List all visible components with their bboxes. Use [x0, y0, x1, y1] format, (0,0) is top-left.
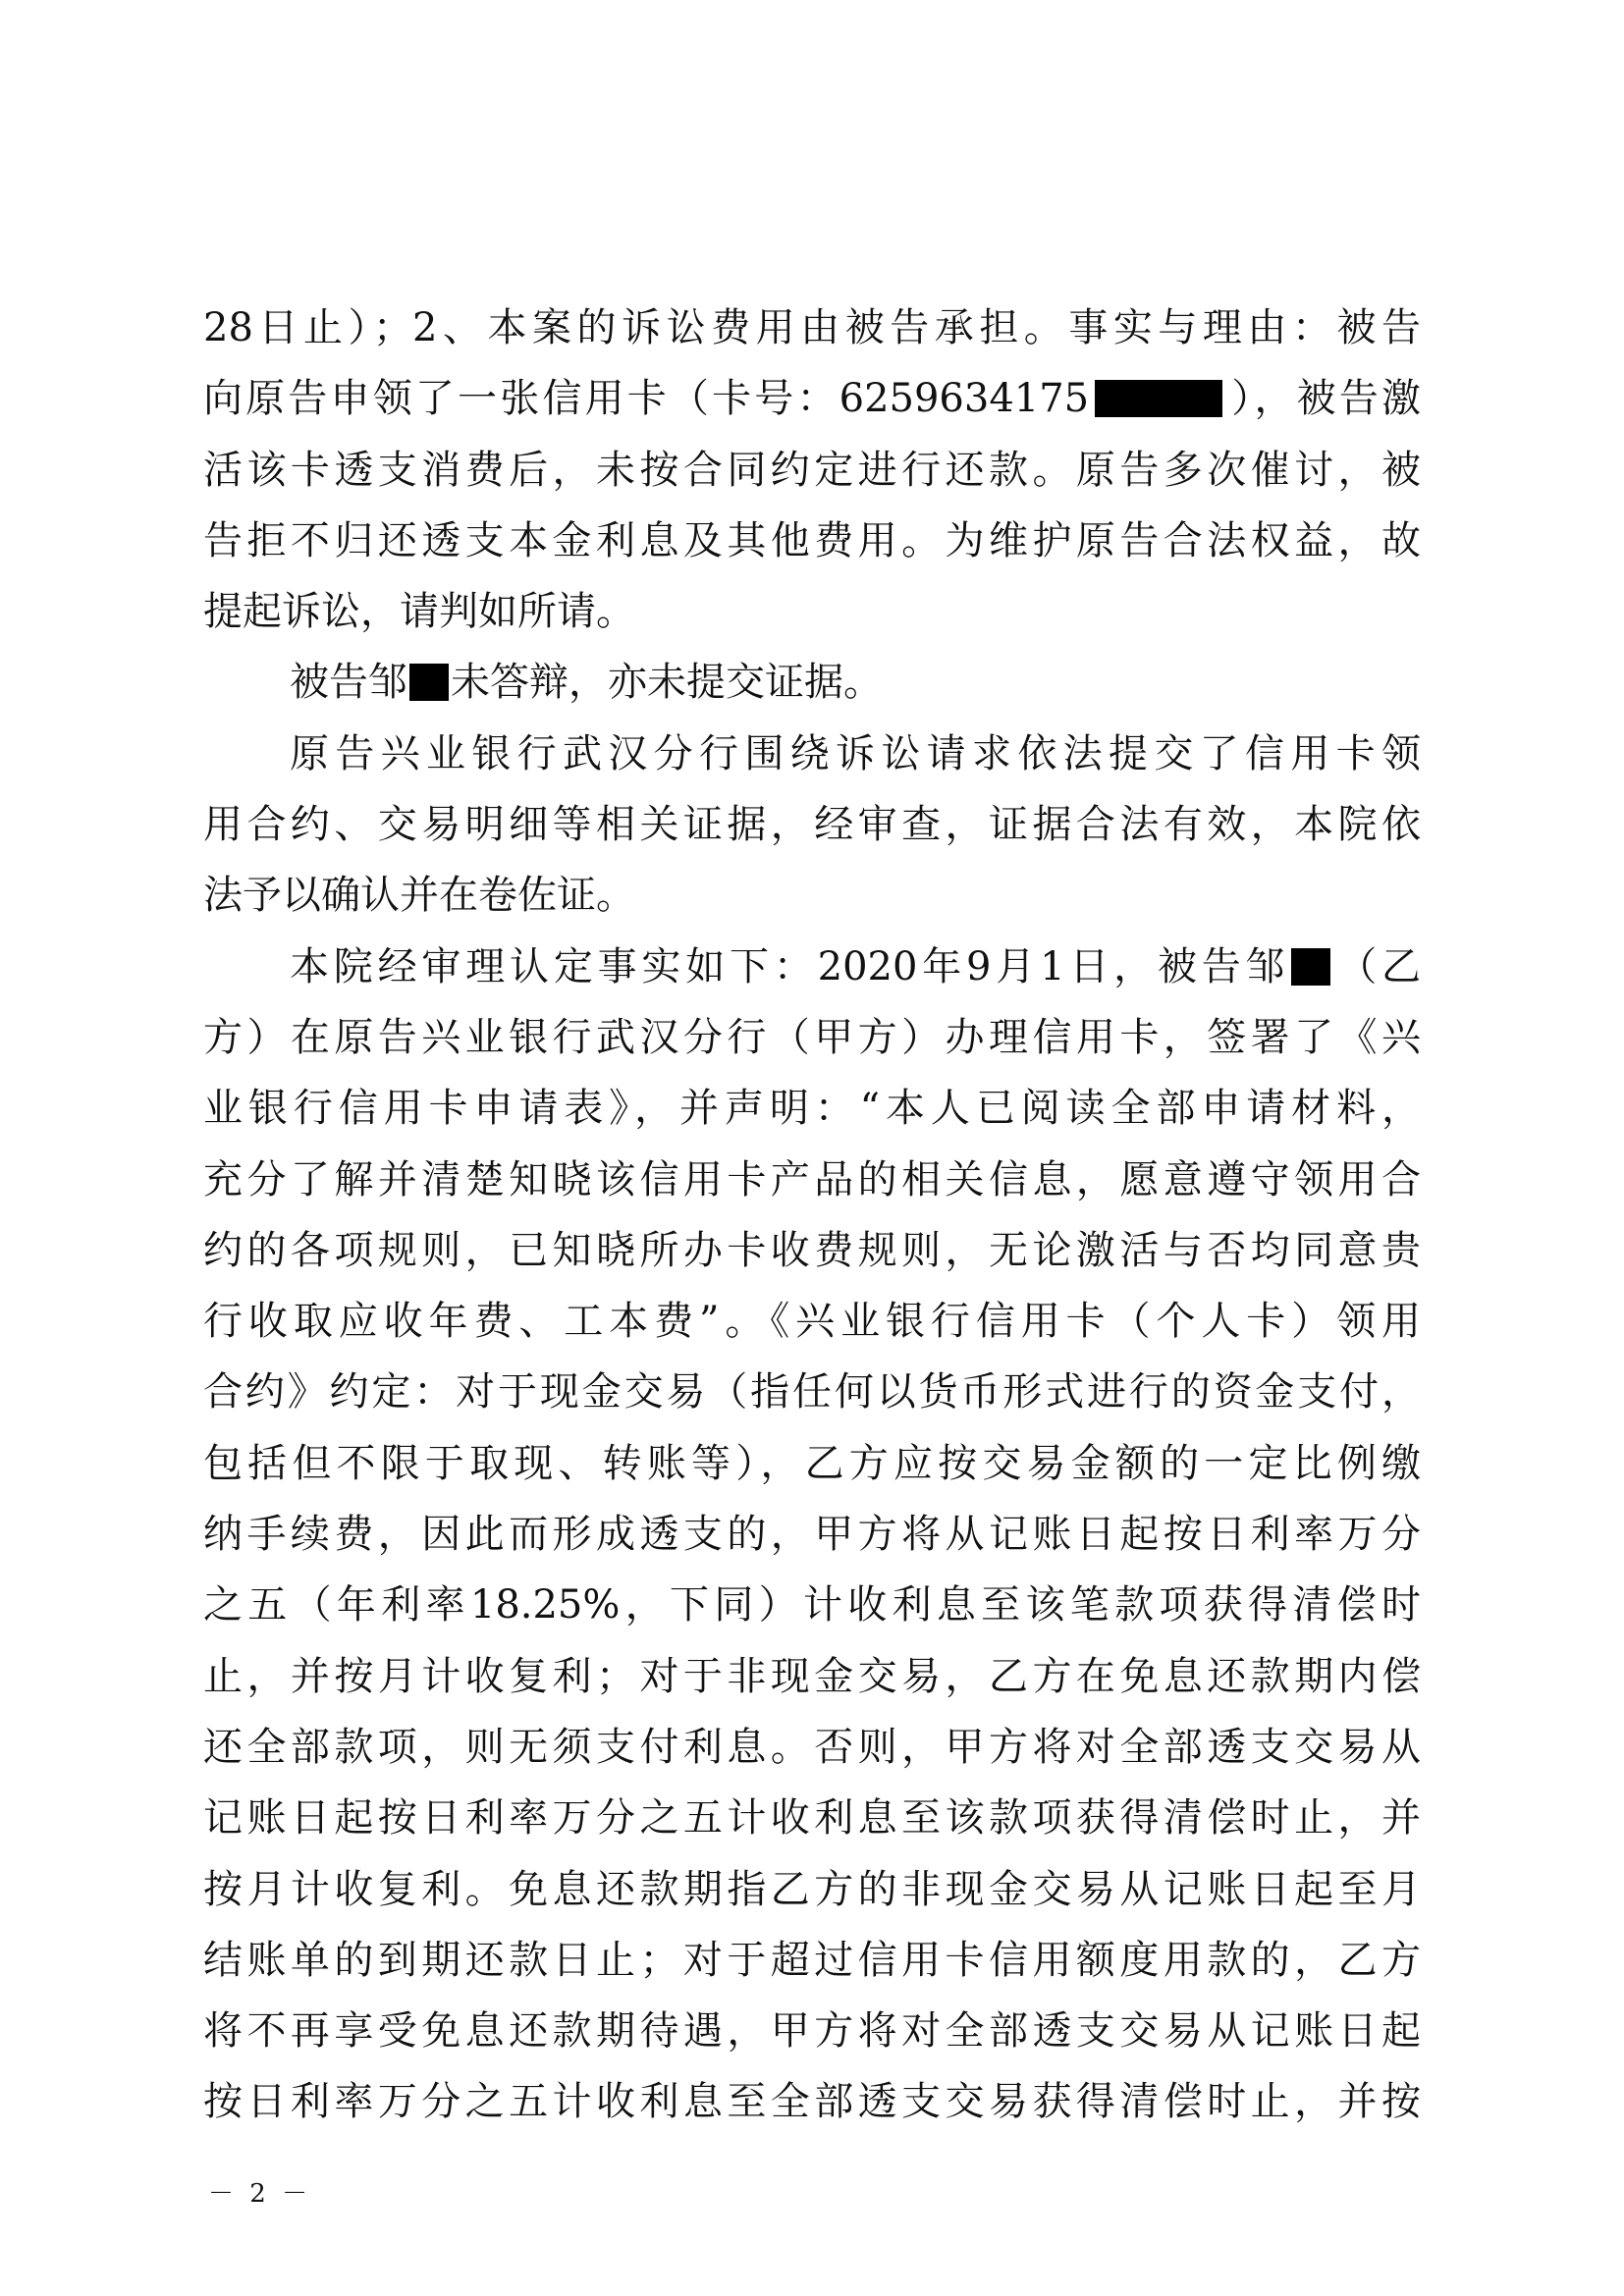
redaction-box — [1291, 948, 1330, 986]
text-line-defendant: 被告邹 未答辩，亦未提交证据。 — [290, 660, 883, 706]
text-line: 充分了解并清楚知晓该信用卡产品的相关信息，愿意遵守领用合 — [203, 1156, 1421, 1202]
text-line: 还全部款项，则无须支付利息。否则，甲方将对全部透支交易从 — [203, 1724, 1421, 1770]
text-line: 行收取应收年费、工本费”。《兴业银行信用卡（个人卡）领用 — [203, 1299, 1421, 1345]
text-line: 按月计收复利。免息还款期指乙方的非现金交易从记账日起至月 — [203, 1866, 1421, 1912]
text-line: 业银行信用卡申请表》，并声明：“本人已阅读全部申请材料， — [203, 1086, 1421, 1132]
text-line: 将不再享受免息还款期待遇，甲方将对全部透支交易从记账日起 — [203, 2008, 1421, 2055]
text-line: 提起诉讼，请判如所请。 — [203, 589, 635, 635]
judgment-body — [203, 293, 1431, 2138]
text-line: 包括但不限于取现、转账等），乙方应按交易金额的一定比例缴 — [203, 1440, 1421, 1486]
text-line: 之五（年利率18.25%，下同）计收利息至该笔款项获得清偿时 — [203, 1582, 1421, 1629]
text-line: 法予以确认并在卷佐证。 — [203, 873, 635, 919]
text-line: 用合约、交易明细等相关证据，经审查，证据合法有效，本院依 — [203, 802, 1421, 848]
text-line: 方）在原告兴业银行武汉分行（甲方）办理信用卡，签署了《兴 — [203, 1014, 1421, 1060]
redaction-box — [1095, 380, 1222, 417]
text-line: 结账单的到期还款日止；对于超过信用卡信用额度用款的，乙方 — [203, 1937, 1421, 1983]
text-line: 告拒不归还透支本金利息及其他费用。为维护原告合法权益，故 — [203, 517, 1421, 563]
text-line: 28日止）；2、本案的诉讼费用由被告承担。事实与理由：被告 — [203, 305, 1421, 350]
text-line: 记账日起按日利率万分之五计收利息至该款项获得清偿时止，并 — [203, 1795, 1421, 1842]
text-line: 按日利率万分之五计收利息至全部透支交易获得清偿时止，并按 — [203, 2079, 1421, 2125]
text-line: 活该卡透支消费后，未按合同约定进行还款。原告多次催讨，被 — [203, 447, 1421, 493]
text-line: 纳手续费，因此而形成透支的，甲方将从记账日起按日利率万分 — [203, 1512, 1421, 1558]
text-line: 约的各项规则，已知晓所办卡收费规则，无论激活与否均同意贵 — [203, 1227, 1421, 1273]
text-line-facts: 本院经审理认定事实如下：2020年9月1日，被告邹 （乙 — [290, 943, 1421, 989]
text-line: 原告兴业银行武汉分行围绕诉讼请求依法提交了信用卡领 — [290, 730, 1421, 776]
text-line: 合约》约定：对于现金交易（指任何以货币形式进行的资金支付， — [203, 1369, 1421, 1415]
text-line-card-number: 向原告申领了一张信用卡（卡号：6259634175 ），被告激 — [203, 376, 1422, 422]
page-number: － 2 － — [208, 2179, 312, 2209]
text-line: 止，并按月计收复利；对于非现金交易，乙方在免息还款期内偿 — [203, 1653, 1421, 1699]
redaction-box — [409, 664, 449, 701]
